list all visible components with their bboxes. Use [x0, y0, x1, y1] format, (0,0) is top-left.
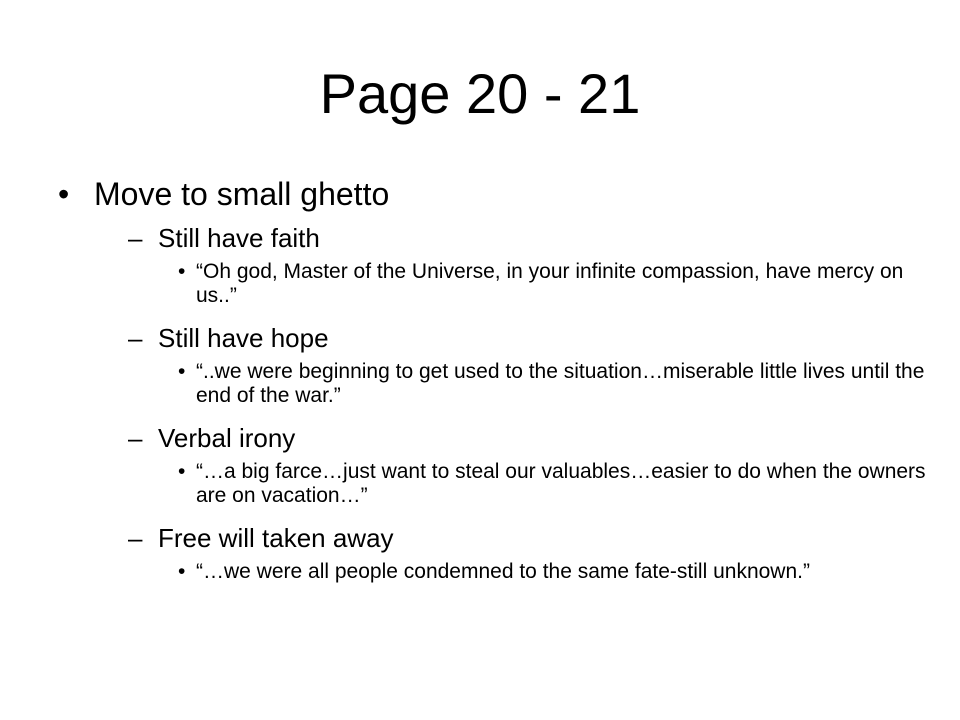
bullet-icon: •: [178, 260, 186, 283]
quote-text: “…a big farce…just want to steal our valuables…easier to do when the owners are on vacation…”: [196, 460, 926, 507]
bullet-list: [58, 172, 938, 596]
sub-point-text: Free will taken away: [158, 523, 394, 553]
quote-item: [178, 460, 938, 508]
sub-point-text: Verbal irony: [158, 423, 296, 453]
bullet-icon: •: [58, 176, 70, 212]
bullet-icon: •: [178, 460, 186, 483]
dash-icon: –: [128, 223, 143, 253]
dash-icon: –: [128, 323, 143, 353]
sub-point-list: [128, 220, 938, 584]
sub-point-text: Still have faith: [158, 223, 320, 253]
sub-point-heading: [128, 420, 938, 456]
sub-point-heading: [128, 220, 938, 256]
sub-point-heading: [128, 520, 938, 556]
quote-item: [178, 260, 938, 308]
quote-text: “..we were beginning to get used to the situation…miserable little lives until the end of the war.”: [196, 360, 925, 407]
slide-title: Page 20 - 21: [319, 62, 641, 125]
main-bullet-text: Move to small ghetto: [94, 176, 390, 212]
bullet-icon: •: [178, 560, 186, 583]
dash-icon: –: [128, 423, 143, 453]
sub-point-text: Still have hope: [158, 323, 329, 353]
quote-item: [178, 360, 938, 408]
quote-text: “Oh god, Master of the Universe, in your infinite compassion, have mercy on us..”: [196, 260, 904, 307]
bullet-icon: •: [178, 360, 186, 383]
quote-item: [178, 560, 938, 584]
sub-point-heading: [128, 320, 938, 356]
main-bullet-item: [58, 172, 938, 216]
dash-icon: –: [128, 523, 143, 553]
quote-text: “…we were all people condemned to the same fate-still unknown.”: [196, 560, 810, 583]
